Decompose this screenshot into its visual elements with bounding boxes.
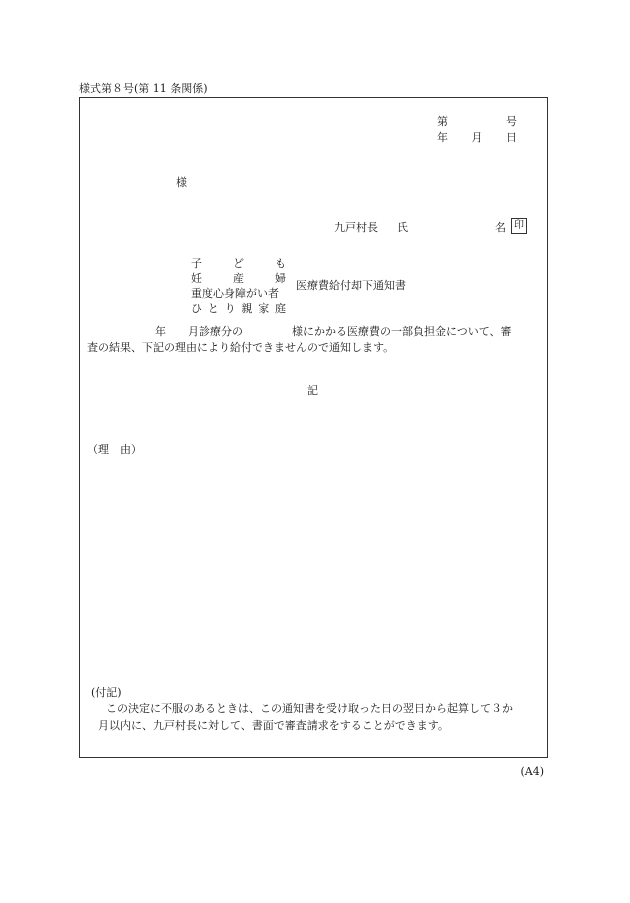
category-single-parent-char: ひ xyxy=(191,302,202,315)
issuer-mei: 名 xyxy=(495,221,506,234)
date-line xyxy=(437,131,517,144)
category-pregnant-char: 産 xyxy=(233,272,244,285)
document-title: 医療費給付却下通知書 xyxy=(296,279,406,292)
date-month: 月 xyxy=(471,131,483,144)
seal-box: 印 xyxy=(511,218,527,234)
category-child xyxy=(191,257,286,270)
note-line-2: 月以内に、九戸村長に対して、書面で審査請求をすることができます。 xyxy=(98,719,449,732)
category-single-parent-char: と xyxy=(207,302,219,315)
issuer-shi: 氏 xyxy=(397,221,408,234)
ki-heading: 記 xyxy=(307,384,318,397)
note-heading: (付記) xyxy=(91,686,122,699)
reason-label: （理 由） xyxy=(87,443,142,456)
category-single-parent-char: り xyxy=(224,302,236,315)
form-frame xyxy=(79,97,548,758)
category-child-char: 子 xyxy=(191,257,202,270)
body-line-2: 査の結果、下記の理由により給付できませんので通知します。 xyxy=(87,341,395,354)
issuer-title: 九戸村長 xyxy=(334,221,378,234)
category-single-parent xyxy=(191,302,286,315)
category-pregnant-char: 婦 xyxy=(275,272,286,285)
paper-size-label: (A4) xyxy=(520,765,544,778)
category-single-parent-char: 庭 xyxy=(274,302,286,315)
category-child-char: も xyxy=(275,257,286,270)
form-label: 様式第８号(第 11 条関係) xyxy=(79,82,208,95)
category-disabled xyxy=(191,287,286,300)
note-line-1: この決定に不服のあるときは、この通知書を受け取った日の翌日から起算して３か xyxy=(106,702,513,715)
category-single-parent-char: 家 xyxy=(258,302,270,315)
date-year: 年 xyxy=(437,131,448,144)
body-year: 年 xyxy=(155,325,166,338)
body-month: 月診療分の xyxy=(188,325,243,338)
category-disabled-label: 重度心身障がい者 xyxy=(191,287,279,300)
category-child-char: ど xyxy=(233,257,244,270)
date-day: 日 xyxy=(506,131,517,144)
number-prefix: 第 xyxy=(437,115,448,128)
number-suffix: 号 xyxy=(506,115,517,128)
category-single-parent-char: 親 xyxy=(241,302,253,315)
document-number-line xyxy=(437,115,517,128)
body-line-1-tail: 様にかかる医療費の一部負担金について、審 xyxy=(292,325,512,338)
recipient-line: 様 xyxy=(176,176,187,189)
category-pregnant-char: 妊 xyxy=(191,272,202,285)
category-pregnant xyxy=(191,272,286,285)
